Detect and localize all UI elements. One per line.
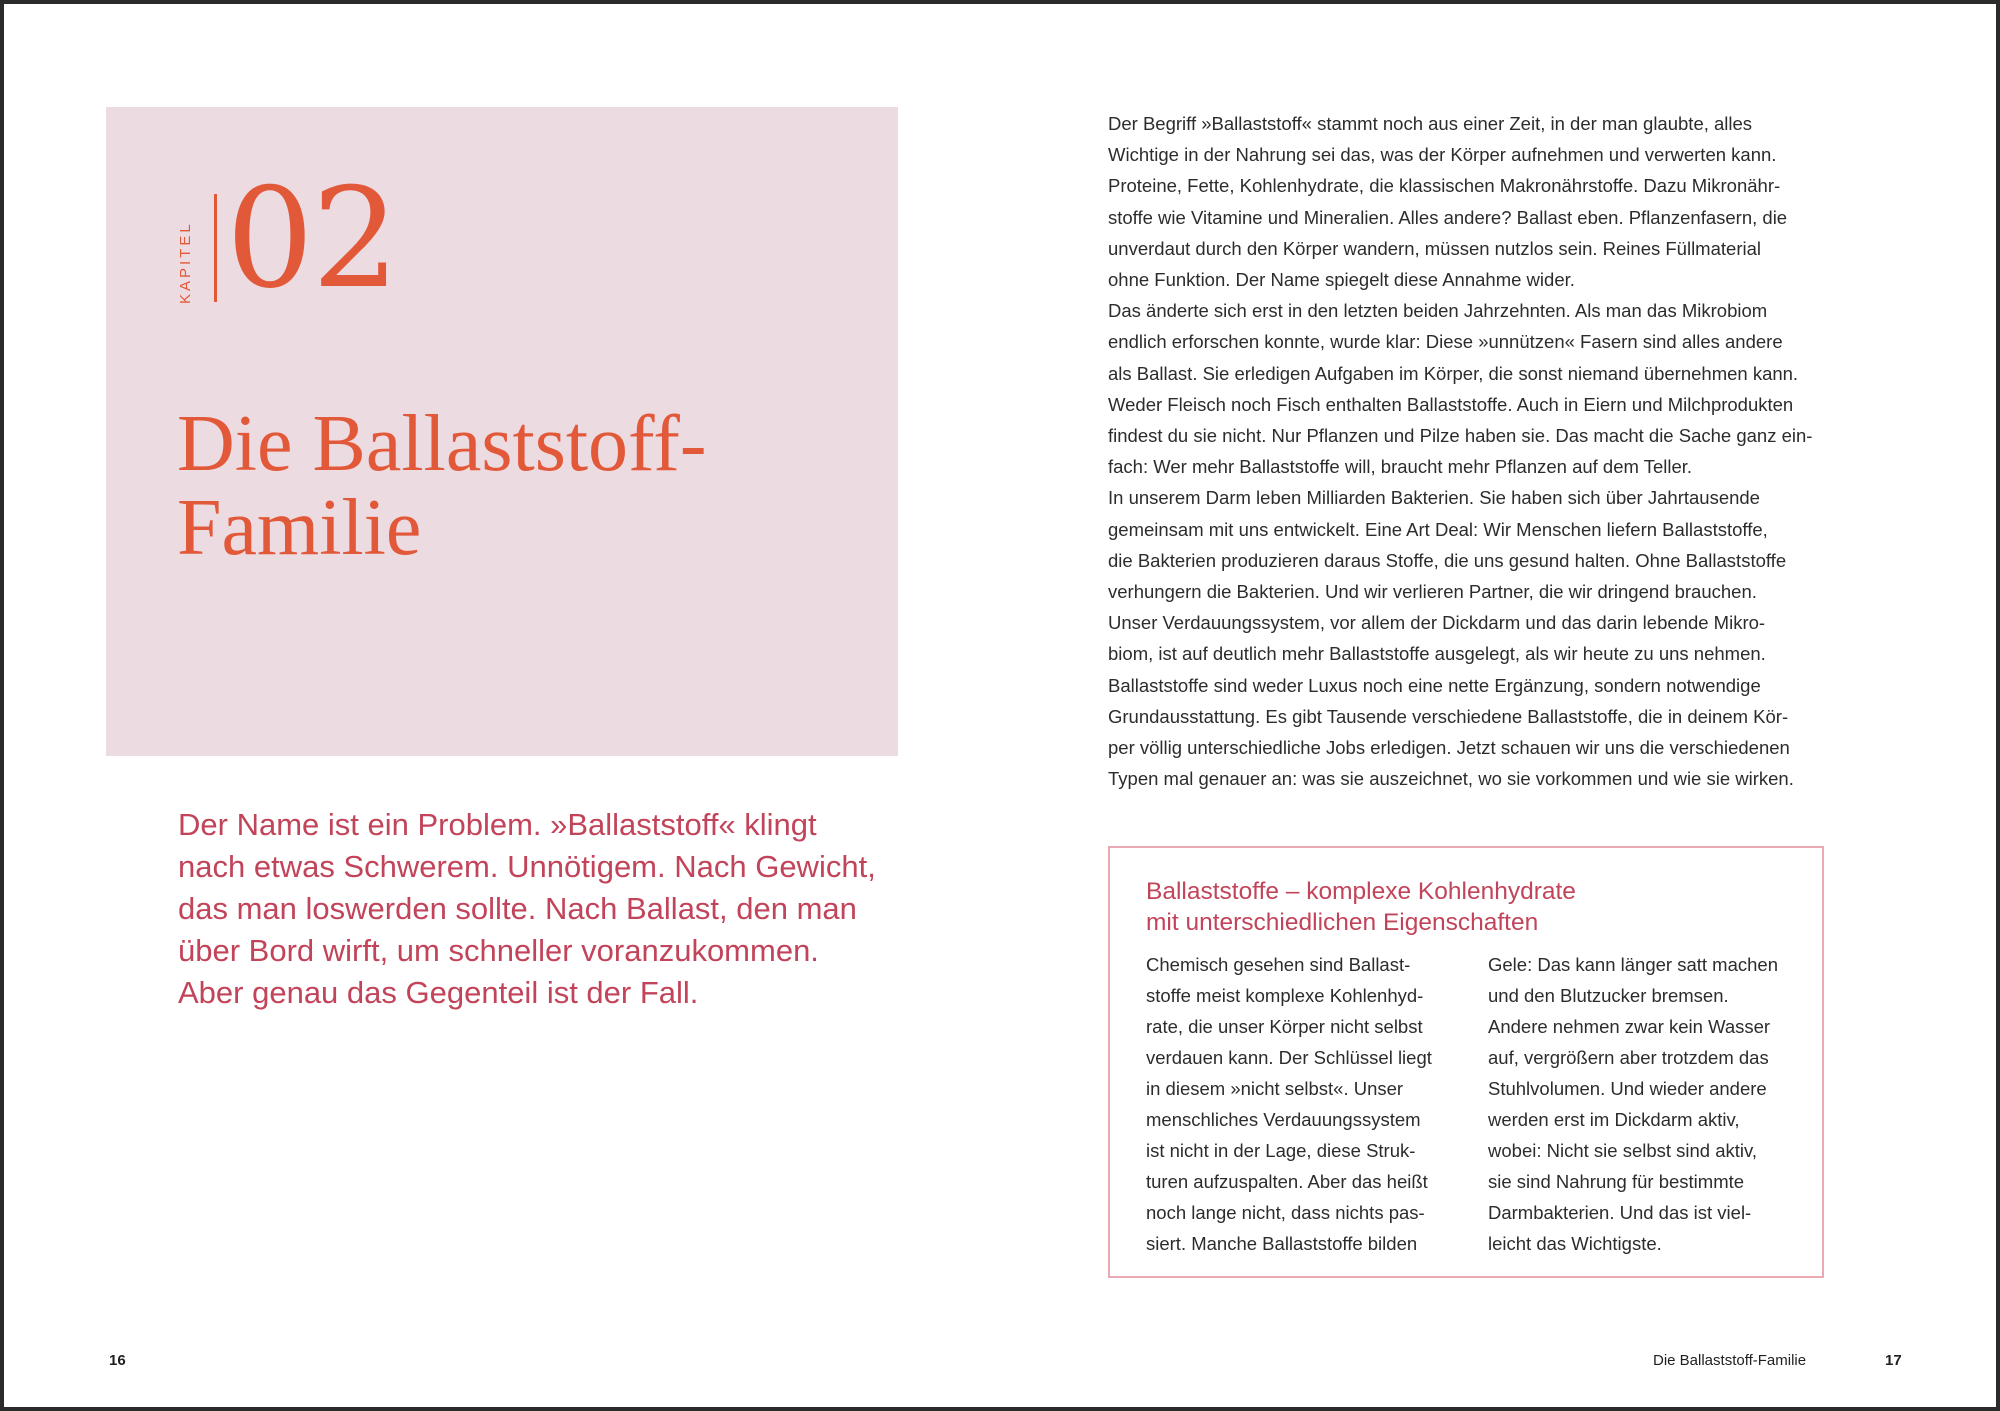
body-line: die Bakterien produzieren daraus Stoffe, die uns gesund halten. Ohne Ballaststoffe — [1108, 549, 1787, 571]
page-number-left: 16 — [109, 1352, 126, 1369]
body-line: Der Begriff »Ballaststoff« stammt noch aus einer Zeit, in der man glaubte, alles — [1108, 113, 1753, 134]
body-line: findest du sie nicht. Nur Pflanzen und Pilze haben sie. Das macht die Sache ganz ein- — [1108, 425, 1813, 447]
info-line: leicht das Wichtigste. — [1488, 1233, 1662, 1254]
body-line: Unser Verdauungssystem, vor allem der Dickdarm und das darin lebende Mikro- — [1108, 612, 1766, 634]
info-line: Stuhlvolumen. Und wieder andere — [1488, 1078, 1767, 1099]
info-line: auf, vergrößern aber trotzdem das — [1488, 1047, 1769, 1068]
intro-line: das man loswerden sollte. Nach Ballast, den man — [178, 891, 857, 926]
body-line: als Ballast. Sie erledigen Aufgaben im Körper, die sonst niemand übernehmen kann. — [1108, 362, 1799, 384]
body-line: Typen mal genauer an: was sie auszeichnet, wo sie vorkommen und wie sie wirken. — [1108, 768, 1794, 790]
body-line: ohne Funktion. Der Name spiegelt diese Annahme wider. — [1108, 269, 1575, 291]
body-line: verhungern die Bakterien. Und wir verlieren Partner, die wir dringend brauchen. — [1108, 581, 1757, 603]
intro-line: Der Name ist ein Problem. »Ballaststoff« klingt — [178, 807, 817, 842]
chapter-number: 02 — [226, 158, 398, 319]
page-number-right: 17 — [1885, 1352, 1902, 1369]
info-line: Darmbakterien. Und das ist viel- — [1488, 1202, 1752, 1223]
info-line: Gele: Das kann länger satt machen — [1488, 954, 1778, 975]
info-line: verdauen kann. Der Schlüssel liegt — [1146, 1047, 1432, 1068]
info-line: siert. Manche Ballaststoffe bilden — [1146, 1233, 1418, 1254]
info-line: werden erst im Dickdarm aktiv, — [1488, 1109, 1740, 1130]
info-line: in diesem »nicht selbst«. Unser — [1146, 1078, 1404, 1099]
chapter-divider — [214, 194, 217, 302]
body-line: Weder Fleisch noch Fisch enthalten Ballaststoffe. Auch in Eiern und Milchprodukten — [1108, 393, 1794, 415]
intro-line: nach etwas Schwerem. Unnötigem. Nach Gewicht, — [178, 849, 876, 884]
info-line: wobei: Nicht sie selbst sind aktiv, — [1488, 1140, 1758, 1161]
intro-line: Aber genau das Gegenteil ist der Fall. — [178, 975, 699, 1010]
chapter-title-line: Familie — [177, 484, 422, 572]
info-line: sie sind Nahrung für bestimmte — [1488, 1171, 1745, 1192]
info-line: turen aufzuspalten. Aber das heißt — [1146, 1171, 1428, 1192]
body-line: fach: Wer mehr Ballaststoffe will, braucht mehr Pflanzen auf dem Teller. — [1108, 456, 1693, 478]
info-line: ist nicht in der Lage, diese Struk- — [1146, 1140, 1416, 1161]
info-box-title — [1146, 876, 1576, 938]
info-line: noch lange nicht, dass nichts pas- — [1146, 1202, 1425, 1223]
info-line: Chemisch gesehen sind Ballast- — [1146, 954, 1411, 975]
info-box-left-column — [1146, 949, 1432, 1259]
info-line: rate, die unser Körper nicht selbst — [1146, 1016, 1423, 1037]
body-line: per völlig unterschiedliche Jobs erledigen. Jetzt schauen wir uns die verschiedenen — [1108, 737, 1790, 759]
info-title-line: mit unterschiedlichen Eigenschaften — [1146, 909, 1539, 936]
body-line: Ballaststoffe sind weder Luxus noch eine nette Ergänzung, sondern notwendige — [1108, 674, 1761, 696]
chapter-title-line: Die Ballaststoff- — [177, 400, 707, 488]
running-title: Die Ballaststoff-Familie — [1653, 1352, 1807, 1369]
body-line: gemeinsam mit uns entwickelt. Eine Art Deal: Wir Menschen liefern Ballaststoffe, — [1108, 518, 1768, 540]
info-line: und den Blutzucker bremsen. — [1488, 985, 1729, 1006]
body-line: unverdaut durch den Körper wandern, müssen nutzlos sein. Reines Füllmaterial — [1108, 237, 1761, 259]
body-line: biom, ist auf deutlich mehr Ballaststoffe ausgelegt, als wir heute zu uns nehmen. — [1108, 643, 1766, 665]
body-text — [1108, 108, 1848, 794]
intro-line: über Bord wirft, um schneller voranzukommen. — [178, 933, 819, 968]
intro-paragraph — [178, 804, 908, 1014]
body-line: Das änderte sich erst in den letzten beiden Jahrzehnten. Als man das Mikrobiom — [1108, 300, 1768, 322]
body-line: endlich erforschen konnte, wurde klar: Diese »unnützen« Fasern sind alles andere — [1108, 331, 1783, 353]
chapter-title — [177, 402, 877, 570]
body-line: Proteine, Fette, Kohlenhydrate, die klassischen Makronährstoffe. Dazu Mikronähr- — [1108, 175, 1781, 197]
info-box-right-column — [1488, 949, 1778, 1259]
info-line: stoffe meist komplexe Kohlenhyd- — [1146, 985, 1424, 1006]
body-line: Wichtige in der Nahrung sei das, was der Körper aufnehmen und verwerten kann. — [1108, 144, 1777, 166]
body-line: Grundausstattung. Es gibt Tausende verschiedene Ballaststoffe, die in deinem Kör- — [1108, 705, 1789, 727]
body-line: stoffe wie Vitamine und Mineralien. Alles andere? Ballast eben. Pflanzenfasern, die — [1108, 206, 1788, 228]
info-line: Andere nehmen zwar kein Wasser — [1488, 1016, 1771, 1037]
info-title-line: Ballaststoffe – komplexe Kohlenhydrate — [1146, 878, 1576, 905]
info-line: menschliches Verdauungssystem — [1146, 1109, 1421, 1130]
book-spread — [4, 4, 1996, 1407]
chapter-label: KAPITEL — [177, 221, 194, 304]
body-line: In unserem Darm leben Milliarden Bakterien. Sie haben sich über Jahrtausende — [1108, 487, 1760, 509]
